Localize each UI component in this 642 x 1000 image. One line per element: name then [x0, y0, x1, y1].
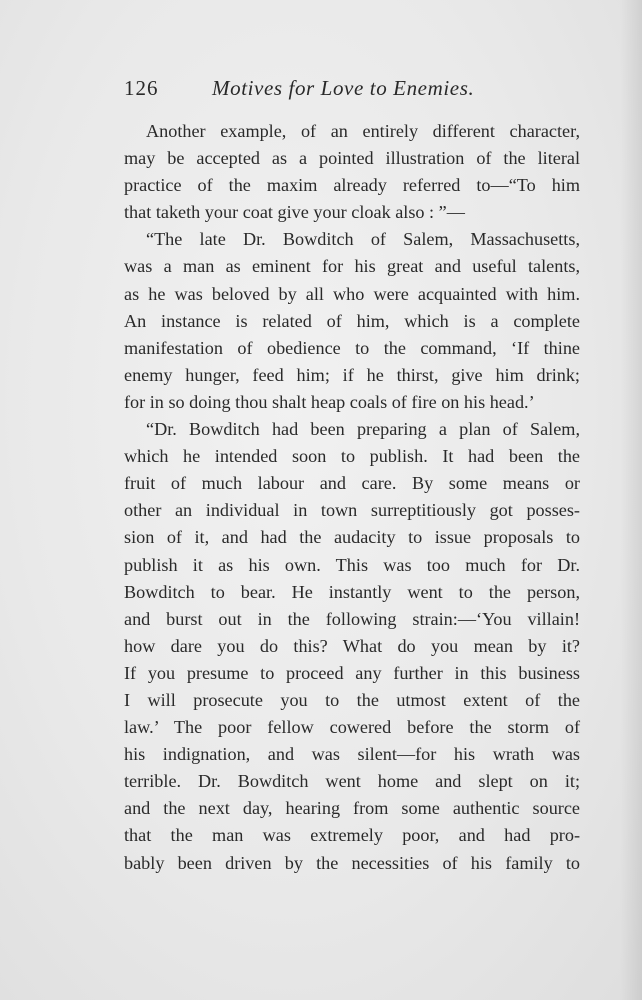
- text-line: his indignation, and was silent—for his wrath was: [124, 744, 580, 765]
- text-line: that the man was extremely poor, and had pro-: [124, 825, 580, 846]
- page-edge-shadow: [620, 0, 642, 1000]
- text-line: practice of the maxim already referred to—“To him: [124, 175, 580, 196]
- text-line: for in so doing thou shalt heap coals of fire on his head.’: [124, 391, 535, 412]
- text-line: that taketh your coat give your cloak also : ”—: [124, 202, 465, 223]
- text-line: Bowditch to bear. He instantly went to the person,: [124, 581, 580, 602]
- text-line: An instance is related of him, which is a complete: [124, 310, 580, 331]
- text-line: may be accepted as a pointed illustration of the literal: [124, 148, 580, 169]
- text-line: which he intended soon to publish. It had been the: [124, 446, 580, 467]
- text-line: fruit of much labour and care. By some means or: [124, 473, 580, 494]
- text-line: manifestation of obedience to the command, ‘If thine: [124, 337, 580, 358]
- text-line: enemy hunger, feed him; if he thirst, give him drink;: [124, 364, 580, 385]
- running-header: [124, 76, 586, 106]
- page-number: 126: [124, 76, 159, 100]
- text-line: bably been driven by the necessities of his family to: [124, 852, 580, 873]
- text-line: “Dr. Bowditch had been preparing a plan of Salem,: [146, 419, 580, 440]
- text-line: and burst out in the following strain:—‘You villain!: [124, 608, 580, 629]
- text-line: as he was beloved by all who were acquainted with him.: [124, 283, 580, 304]
- text-line: I will prosecute you to the utmost extent of the: [124, 689, 580, 710]
- text-line: sion of it, and had the audacity to issue proposals to: [124, 527, 580, 548]
- text-line: other an individual in town surreptitiously got posses-: [124, 500, 580, 521]
- text-line: publish it as his own. This was too much for Dr.: [124, 554, 580, 575]
- text-line: and the next day, hearing from some authentic source: [124, 798, 580, 819]
- running-title: Motives for Love to Enemies.: [212, 76, 475, 100]
- text-line: was a man as eminent for his great and useful talents,: [124, 256, 580, 277]
- body-text: [124, 118, 580, 877]
- text-line: terrible. Dr. Bowditch went home and slept on it;: [124, 771, 580, 792]
- text-line: how dare you do this? What do you mean by it?: [124, 635, 580, 656]
- text-line: “The late Dr. Bowditch of Salem, Massachusetts,: [146, 229, 580, 250]
- text-line: law.’ The poor fellow cowered before the storm of: [124, 717, 580, 738]
- text-line: If you presume to proceed any further in this business: [124, 662, 580, 683]
- text-line: Another example, of an entirely different character,: [146, 121, 580, 141]
